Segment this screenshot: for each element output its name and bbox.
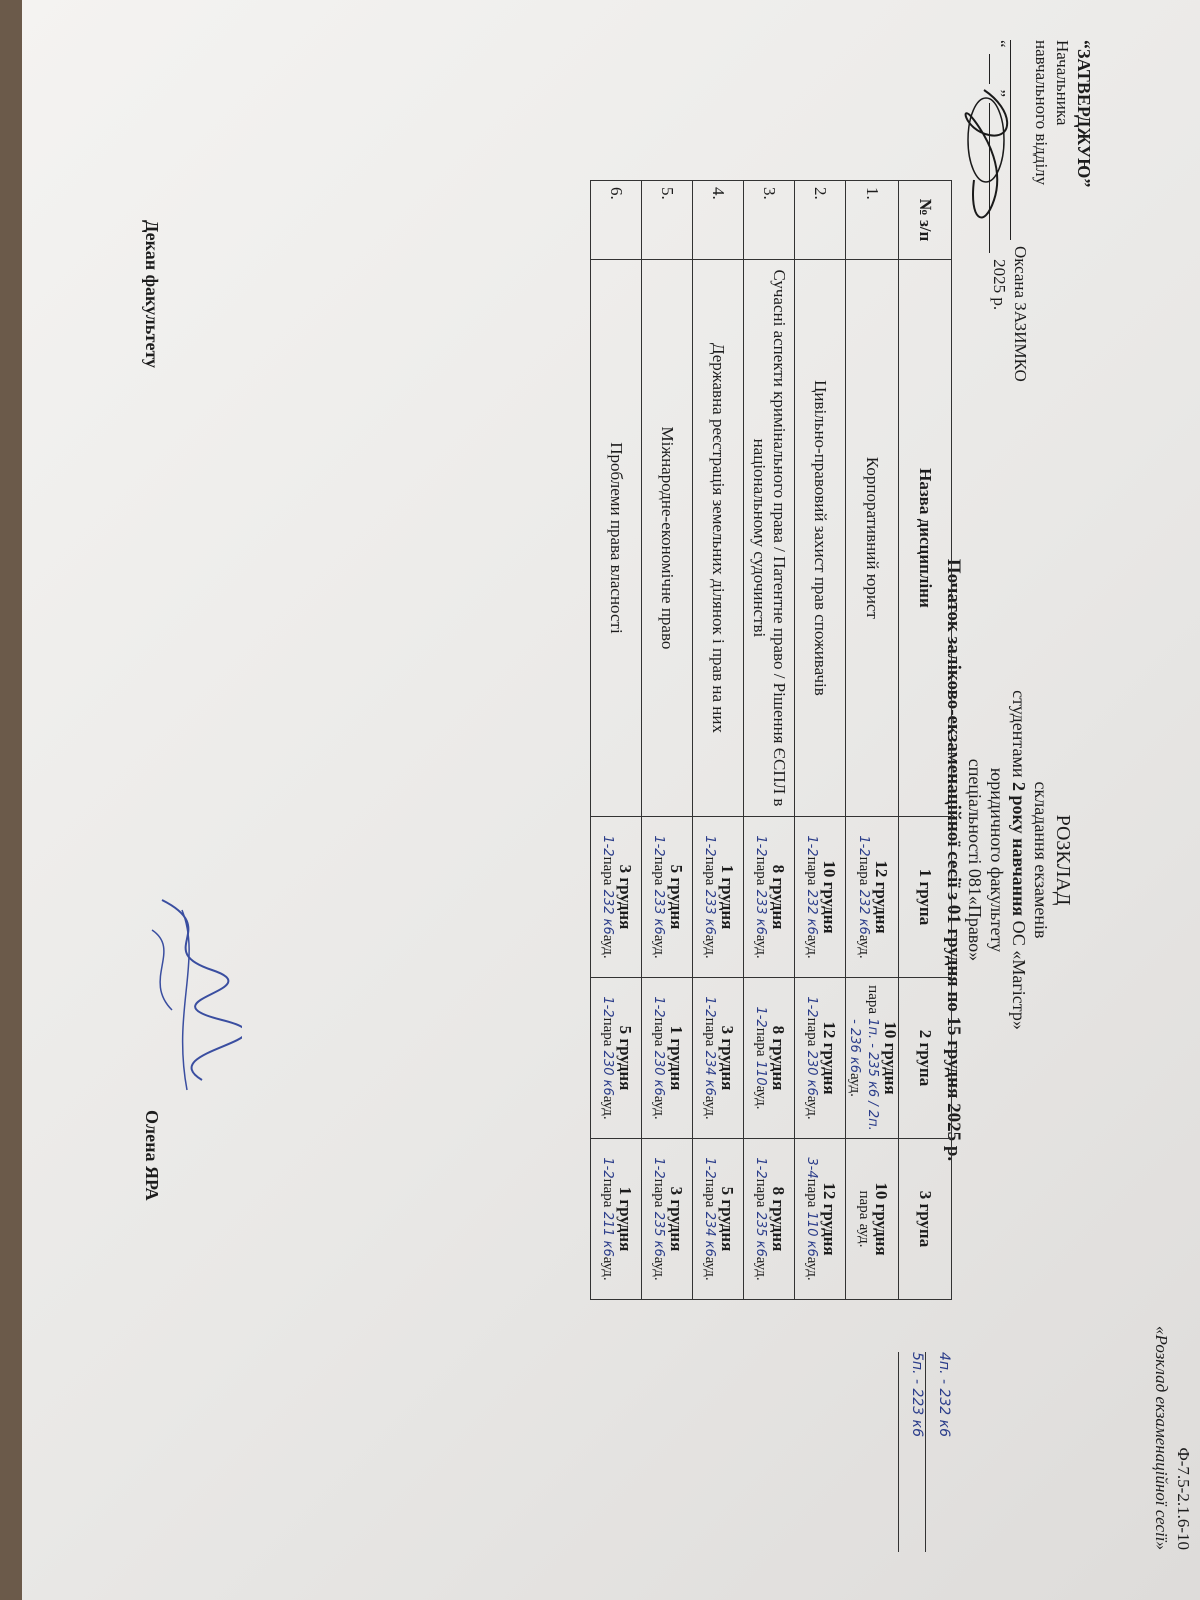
- room-number: 110: [753, 1060, 768, 1086]
- group-2-cell: [795, 977, 846, 1138]
- room-number: 232 к6: [856, 889, 871, 935]
- room-label: ауд.: [651, 1256, 667, 1281]
- pair-line: [651, 1157, 670, 1280]
- exam-date: 1 грудня: [667, 1025, 686, 1091]
- room-number: 110 к6: [804, 1211, 819, 1257]
- students-prefix: студентами: [1009, 690, 1029, 778]
- pair-label: пара: [702, 856, 718, 886]
- row-number: 4.: [693, 181, 744, 260]
- margin-notes: [898, 1352, 952, 1552]
- schedule-table: [590, 180, 952, 1300]
- title-session-dates: Початок заліково-екзаменаційної сесії з 01 грудня по 15 грудня 2025 р.: [943, 558, 964, 1162]
- title-faculty: юридичного факультету: [987, 767, 1007, 953]
- pair-number: 1-2: [753, 835, 768, 857]
- exam-date: 3 грудня: [667, 1186, 686, 1252]
- exam-date: 1 грудня: [718, 864, 737, 930]
- approval-year: 2025 р.: [990, 259, 1009, 311]
- group-3-cell: [693, 1138, 744, 1299]
- table-row: [591, 181, 642, 1300]
- row-number: 6.: [591, 181, 642, 260]
- header-group-2: 2 група: [899, 977, 952, 1138]
- pair-label: пара: [804, 1017, 820, 1047]
- head-signature: [954, 80, 1024, 230]
- group-2-cell: [744, 977, 795, 1138]
- dean-label: Декан факультету: [142, 220, 162, 369]
- exam-date: 3 грудня: [616, 864, 635, 930]
- header-number: № з/п: [899, 181, 952, 260]
- pair-line: [847, 985, 884, 1131]
- pair-line: [856, 835, 875, 958]
- pair-line: [600, 835, 619, 958]
- pair-number: 1-2: [600, 1157, 615, 1179]
- pair-number: 1-2: [753, 1006, 768, 1028]
- room-label: ауд.: [856, 934, 872, 959]
- pair-label: пара: [804, 1178, 820, 1208]
- exam-date: 10 грудня: [872, 1182, 891, 1256]
- exam-date: 8 грудня: [769, 1186, 788, 1252]
- approval-role-1: Начальника: [1053, 40, 1072, 126]
- room-number: 232 к6: [804, 889, 819, 935]
- pair-line: [651, 835, 670, 958]
- group-2-cell: [846, 977, 899, 1138]
- pair-number: 1-2: [600, 996, 615, 1018]
- exam-date: 8 грудня: [769, 864, 788, 930]
- table-header-row: [899, 181, 952, 1300]
- pair-label: пара: [865, 985, 881, 1015]
- pair-label: пара: [651, 1017, 667, 1047]
- row-discipline: Сучасні аспекти кримінального права / Патентне право / Рішення ЄСПЛ в національному судочинстві: [744, 259, 795, 816]
- pair-line: [804, 835, 823, 958]
- pair-label: пара: [856, 1190, 872, 1220]
- pair-line: [856, 1191, 875, 1248]
- title-block: [942, 330, 1074, 1390]
- table-row: [744, 181, 795, 1300]
- row-discipline: Державна реєстрація земельних ділянок і прав на них: [693, 259, 744, 816]
- pair-line: [600, 1157, 619, 1280]
- pair-number: 1-2: [804, 996, 819, 1018]
- students-year: 2 року навчання: [1009, 782, 1029, 917]
- rotated-sheet: [72, 30, 1200, 1570]
- row-number: 1.: [846, 181, 899, 260]
- title-subtitle: складання екзаменів: [1031, 781, 1051, 939]
- dean-signature: [132, 890, 242, 1100]
- pair-number: 1-2: [600, 835, 615, 857]
- exam-date: 10 грудня: [881, 1021, 900, 1095]
- room-label: ауд.: [702, 1256, 718, 1281]
- margin-note: 4п. - 232 к6: [925, 1352, 952, 1552]
- group-3-cell: [642, 1138, 693, 1299]
- pair-line: [651, 996, 670, 1119]
- group-2-cell: [591, 977, 642, 1138]
- header-group-3: 3 група: [899, 1138, 952, 1299]
- pair-number: 1-2: [702, 996, 717, 1018]
- row-discipline: Проблеми права власності: [591, 259, 642, 816]
- pair-line: [702, 1157, 721, 1280]
- form-code: Ф-7.5-2.1.6-10: [1174, 1447, 1193, 1550]
- pair-label: пара: [753, 1027, 769, 1057]
- group-1-cell: [591, 816, 642, 977]
- row-number: 5.: [642, 181, 693, 260]
- pair-line: [753, 835, 772, 958]
- date-quote-open: “: [990, 40, 1009, 48]
- row-number: 3.: [744, 181, 795, 260]
- pair-number: 1-2: [651, 996, 666, 1018]
- title-students: [1008, 330, 1030, 1390]
- room-number: 233 к6: [753, 889, 768, 935]
- row-discipline: Міжнародне-економічне право: [642, 259, 693, 816]
- room-number: 230 к6: [600, 1050, 615, 1096]
- pair-line: [600, 996, 619, 1119]
- pair-label: пара: [651, 856, 667, 886]
- room-label: ауд.: [600, 1095, 616, 1120]
- exam-date: 8 грудня: [769, 1025, 788, 1091]
- header-group-1: 1 група: [899, 816, 952, 977]
- room-number: 233 к6: [651, 889, 666, 935]
- pair-number: 1-2: [804, 835, 819, 857]
- pair-number: 3-4: [804, 1157, 819, 1179]
- dean-name: Олена ЯРА: [142, 1110, 162, 1201]
- exam-date: 3 грудня: [718, 1025, 737, 1091]
- pair-line: [804, 996, 823, 1119]
- group-1-cell: [642, 816, 693, 977]
- group-2-cell: [642, 977, 693, 1138]
- exam-date: 12 грудня: [820, 1021, 839, 1095]
- row-number: 2.: [795, 181, 846, 260]
- pair-label: пара: [753, 856, 769, 886]
- pair-number: 1-2: [753, 1157, 768, 1179]
- group-3-cell: [591, 1138, 642, 1299]
- room-number: 234 к6: [702, 1211, 717, 1257]
- table-row: [642, 181, 693, 1300]
- room-label: ауд.: [804, 934, 820, 959]
- room-label: ауд.: [804, 1256, 820, 1281]
- pair-line: [702, 996, 721, 1119]
- room-number: 1п. - 235 к6 / 2п. - 236 к6: [847, 1018, 880, 1131]
- room-label: ауд.: [753, 1256, 769, 1281]
- pair-number: 1-2: [702, 835, 717, 857]
- exam-date: 1 грудня: [616, 1186, 635, 1252]
- pair-line: [702, 835, 721, 958]
- room-label: ауд.: [753, 1085, 769, 1110]
- pair-label: пара: [856, 856, 872, 886]
- room-number: 230 к6: [651, 1050, 666, 1096]
- room-number: 211 к6: [600, 1211, 615, 1257]
- group-3-cell: [795, 1138, 846, 1299]
- students-degree: ОС «Магістр»: [1009, 920, 1029, 1030]
- table-row: [693, 181, 744, 1300]
- row-discipline: Цивільно-правовий захист прав споживачів: [795, 259, 846, 816]
- room-label: ауд.: [753, 934, 769, 959]
- form-code-block: [1150, 1250, 1194, 1550]
- margin-note: 5п. - 223 к6: [898, 1352, 925, 1552]
- pair-label: пара: [702, 1178, 718, 1208]
- form-subtitle: «Розклад екзаменаційної сесії»: [1152, 1326, 1171, 1550]
- group-1-cell: [693, 816, 744, 977]
- pair-number: 1-2: [651, 1157, 666, 1179]
- room-label: ауд.: [804, 1095, 820, 1120]
- pair-label: пара: [600, 1017, 616, 1047]
- exam-date: 5 грудня: [616, 1025, 635, 1091]
- header-discipline: Назва дисципліни: [899, 259, 952, 816]
- group-1-cell: [846, 816, 899, 977]
- exam-date: 10 грудня: [820, 860, 839, 934]
- room-number: 235 к6: [753, 1211, 768, 1257]
- room-number: 232 к6: [600, 889, 615, 935]
- room-label: ауд.: [856, 1223, 872, 1248]
- room-number: 235 к6: [651, 1211, 666, 1257]
- room-label: ауд.: [702, 1095, 718, 1120]
- room-number: 230 к6: [804, 1050, 819, 1096]
- title-schedule: РОЗКЛАД: [1052, 814, 1074, 906]
- group-3-cell: [846, 1138, 899, 1299]
- date-quote-close: ”: [990, 89, 1009, 98]
- group-2-cell: [693, 977, 744, 1138]
- exam-date: 12 грудня: [820, 1182, 839, 1256]
- room-label: ауд.: [600, 934, 616, 959]
- room-label: ауд.: [600, 1256, 616, 1281]
- exam-date: 5 грудня: [667, 864, 686, 930]
- pair-label: пара: [600, 856, 616, 886]
- pair-label: пара: [651, 1178, 667, 1208]
- room-label: ауд.: [651, 934, 667, 959]
- pair-label: пара: [702, 1017, 718, 1047]
- exam-date: 5 грудня: [718, 1186, 737, 1252]
- table-row: [795, 181, 846, 1300]
- group-1-cell: [744, 816, 795, 977]
- approval-title: “ЗАТВЕРДЖУЮ”: [1074, 40, 1094, 188]
- group-1-cell: [795, 816, 846, 977]
- document-page: [22, 0, 1200, 1600]
- table-row: [846, 181, 899, 1300]
- approval-name: Оксана ЗАЗИМКО: [1011, 246, 1030, 382]
- pair-label: пара: [600, 1178, 616, 1208]
- room-label: ауд.: [651, 1095, 667, 1120]
- pair-label: пара: [804, 856, 820, 886]
- room-number: 233 к6: [702, 889, 717, 935]
- pair-line: [753, 1157, 772, 1280]
- row-discipline: Корпоративний юрист: [846, 259, 899, 816]
- group-3-cell: [744, 1138, 795, 1299]
- pair-line: [804, 1157, 823, 1280]
- title-specialty: спеціальності 081«Право»: [965, 758, 985, 962]
- room-number: 234 к6: [702, 1050, 717, 1096]
- pair-number: 1-2: [651, 835, 666, 857]
- room-label: ауд.: [702, 934, 718, 959]
- pair-number: 1-2: [856, 835, 871, 857]
- pair-number: 1-2: [702, 1157, 717, 1179]
- pair-label: пара: [753, 1178, 769, 1208]
- approval-role-2: навчального відділу: [1032, 40, 1051, 186]
- room-label: ауд.: [847, 1073, 863, 1097]
- pair-line: [753, 1006, 772, 1109]
- exam-date: 12 грудня: [872, 860, 891, 934]
